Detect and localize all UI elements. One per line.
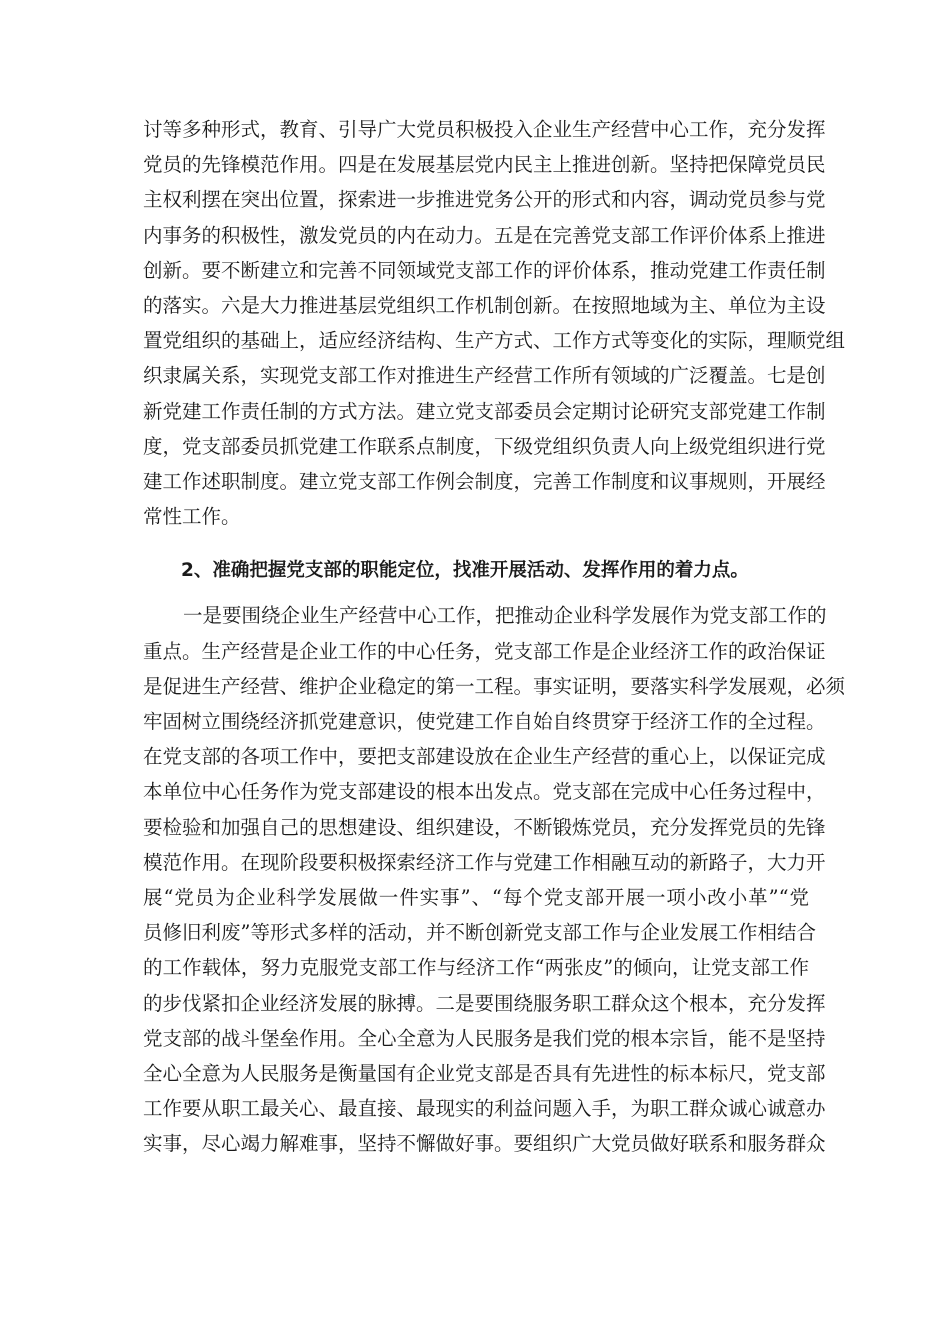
text-line: 党员的先锋模范作用。四是在发展基层党内民主上推进创新。坚持把保障党员民 [143,153,826,177]
text-line: 重点。生产经营是企业工作的中心任务，党支部工作是企业经济工作的政治保证 [143,639,826,663]
document-page [143,112,846,1161]
text-line: 全心全意为人民服务是衡量国有企业党支部是否具有先进性的标本标尺，党支部 [143,1061,826,1085]
text-line: 置党组织的基础上，适应经济结构、生产方式、工作方式等变化的实际，理顺党组 [143,329,846,353]
section-heading: 2、准确把握党支部的职能定位，找准开展活动、发挥作用的着力点。 [181,560,749,582]
text-line: 内事务的积极性，激发党员的内在动力。五是在完善党支部工作评价体系上推进 [143,223,826,247]
text-line: 展“党员为企业科学发展做一件实事”、“每个党支部开展一项小改小革”“党 [143,885,809,909]
text-line: 建工作述职制度。建立党支部工作例会制度，完善工作制度和议事规则，开展经 [143,469,826,493]
text-line: 工作要从职工最关心、最直接、最现实的利益问题入手，为职工群众诚心诚意办 [143,1097,826,1121]
text-line: 员修旧利废”等形式多样的活动，并不断创新党支部工作与企业发展工作相结合 [143,921,816,945]
text-line: 度，党支部委员抓党建工作联系点制度，下级党组织负责人向上级党组织进行党 [143,434,826,458]
text-line: 常性工作。 [143,505,241,529]
text-line: 讨等多种形式，教育、引导广大党员积极投入企业生产经营中心工作，充分发挥 [143,118,826,141]
text-line: 的落实。六是大力推进基层党组织工作机制创新。在按照地域为主、单位为主设 [143,293,826,317]
text-line: 模范作用。在现阶段要积极探索经济工作与党建工作相融互动的新路子，大力开 [143,850,826,874]
text-line: 实事，尽心竭力解难事，坚持不懈做好事。要组织广大党员做好联系和服务群众 [143,1132,826,1156]
text-line: 在党支部的各项工作中，要把支部建设放在企业生产经营的重心上，以保证完成 [143,745,826,769]
text-line: 的步伐紧扣企业经济发展的脉搏。二是要围绕服务职工群众这个根本，充分发挥 [143,991,826,1015]
text-line: 党支部的战斗堡垒作用。全心全意为人民服务是我们党的根本宗旨，能不是坚持 [143,1026,826,1050]
text-line: 牢固树立围绕经济抓党建意识，使党建工作自始自终贯穿于经济工作的全过程。 [143,710,826,733]
text-line: 主权利摆在突出位置，探索进一步推进党务公开的形式和内容，调动党员参与党 [143,188,826,212]
text-line: 新党建工作责任制的方式方法。建立党支部委员会定期讨论研究支部党建工作制 [143,399,826,423]
text-line: 要检验和加强自己的思想建设、组织建设，不断锻炼党员，充分发挥党员的先锋 [143,815,826,839]
paragraph-2 [143,598,846,1161]
paragraph-1 [143,112,846,534]
text-line: 创新。要不断建立和完善不同领域党支部工作的评价体系，推动党建工作责任制 [143,258,826,282]
text-line: 的工作载体，努力克服党支部工作与经济工作“两张皮”的倾向，让党支部工作 [143,956,809,980]
text-line: 一是要围绕企业生产经营中心工作，把推动企业科学发展作为党支部工作的 [183,604,827,628]
text-line: 是促进生产经营、维护企业稳定的第一工程。事实证明，要落实科学发展观，必须 [143,674,846,698]
text-line: 本单位中心任务作为党支部建设的根本出发点。党支部在完成中心任务过程中， [143,780,826,804]
text-line: 织隶属关系，实现党支部工作对推进生产经营工作所有领域的广泛覆盖。七是创 [143,364,826,388]
